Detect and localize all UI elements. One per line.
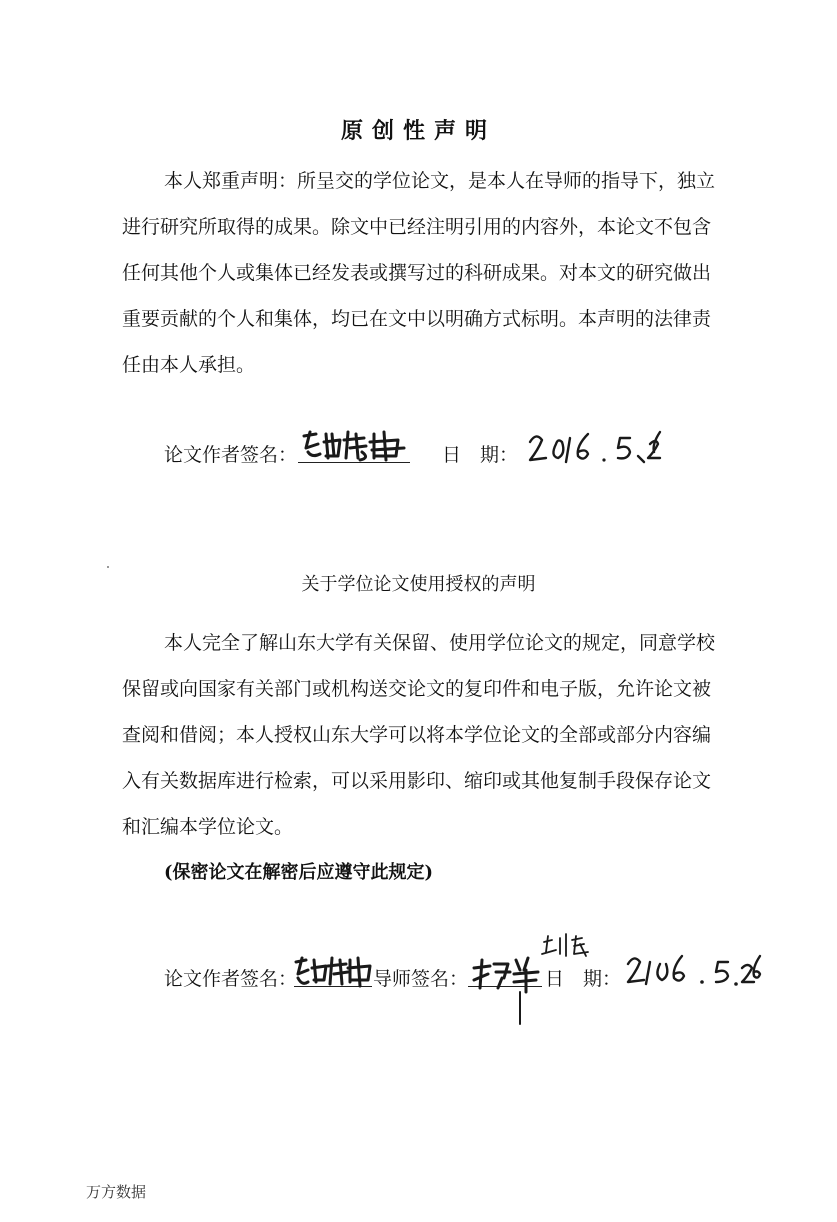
footer-watermark-text: 万方数据 xyxy=(86,1183,147,1201)
originality-declaration-title: 原创性声明 xyxy=(340,118,496,144)
date-label: 日 期： xyxy=(442,444,519,466)
handwritten-date xyxy=(624,952,764,992)
handwritten-date xyxy=(526,430,662,470)
scan-speck xyxy=(107,566,109,568)
author-signature-label: 论文作者签名： xyxy=(164,444,298,466)
date-label: 日 期： xyxy=(545,968,622,990)
author-handwritten-signature xyxy=(292,952,376,992)
originality-declaration-paragraph: 本人郑重声明：所呈交的学位论文，是本人在导师的指导下，独立进行研究所取得的成果。除文中已经注明引用的内容外，本论文不包含任何其他个人或集体已经发表或撰写过的科研成果。对本文的研究做出重要贡献的个人和集体，均已在文中以明确方式标明。本声明的法律责任由本人承担。 xyxy=(122,170,716,376)
advisor-signature-label: 导师签名： xyxy=(373,968,469,990)
authorization-declaration-paragraph: 本人完全了解山东大学有关保留、使用学位论文的规定，同意学校保留或向国家有关部门或机构送交论文的复印件和电子版，允许论文被查阅和借阅；本人授权山东大学可以将本学位论文的全部或部分内容编入有关数据库进行检索，可以采用影印、缩印或其他复制手段保存论文和汇编本学位论文。 xyxy=(122,632,716,838)
author-signature-label: 论文作者签名： xyxy=(164,968,298,990)
authorization-declaration-title: 关于学位论文使用授权的声明 xyxy=(301,574,536,595)
confidentiality-note: (保密论文在解密后应遵守此规定) xyxy=(164,862,434,883)
author-handwritten-signature xyxy=(300,428,410,464)
